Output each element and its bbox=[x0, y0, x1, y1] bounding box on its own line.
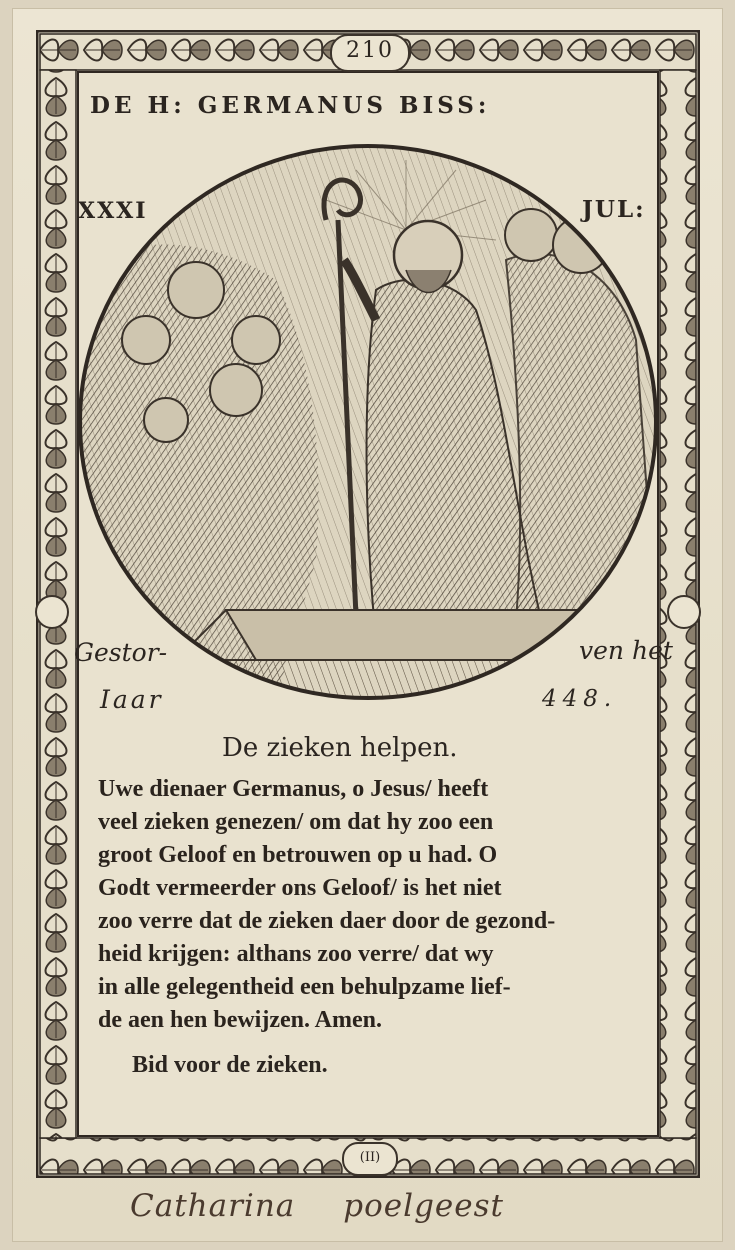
signature-first-name: Catharina bbox=[130, 1188, 296, 1224]
meditation-line: heid krijgen: althans zoo verre/ dat wy bbox=[98, 941, 494, 967]
meditation-line: Uwe dienaer Germanus, o Jesus/ heeft bbox=[98, 776, 489, 802]
devotional-print bbox=[36, 30, 700, 1178]
caption-iaar: Iaar bbox=[100, 685, 164, 714]
caption-gestor: Gestor- bbox=[74, 638, 168, 667]
date-month: JUL: bbox=[582, 196, 646, 223]
prayer-line: Bid voor de zieken. bbox=[132, 1052, 328, 1078]
meditation-line: veel zieken genezen/ om dat hy zoo een bbox=[98, 809, 494, 835]
right-medallion-icon bbox=[667, 595, 701, 629]
caption-ven-het: ven het bbox=[579, 636, 673, 665]
handwritten-signature bbox=[130, 1188, 504, 1224]
saint-title: DE H: GERMANUS BISS: bbox=[90, 92, 491, 119]
meditation-line: groot Geloof en betrouwen op u had. O bbox=[98, 842, 498, 868]
engraving-illustration bbox=[76, 140, 660, 720]
meditation-line: Godt vermeerder ons Geloof/ is het niet bbox=[98, 875, 502, 901]
date-day: XXXI bbox=[78, 198, 148, 224]
signature-last-name: poelgeest bbox=[343, 1188, 504, 1224]
meditation-body bbox=[98, 773, 632, 1037]
meditation-line: de aen hen bewijzen. Amen. bbox=[98, 1007, 382, 1033]
meditation-line: zoo verre dat de zieken daer door de gezond- bbox=[98, 908, 556, 934]
meditation-title: De zieken helpen. bbox=[222, 733, 458, 763]
left-medallion-icon bbox=[35, 595, 69, 629]
bottom-cartouche: (II) bbox=[342, 1142, 398, 1176]
caption-year: 448. bbox=[542, 686, 618, 712]
meditation-line: in alle gelegentheid een behulpzame lief- bbox=[98, 974, 511, 1000]
page-number: 210 bbox=[330, 34, 410, 72]
